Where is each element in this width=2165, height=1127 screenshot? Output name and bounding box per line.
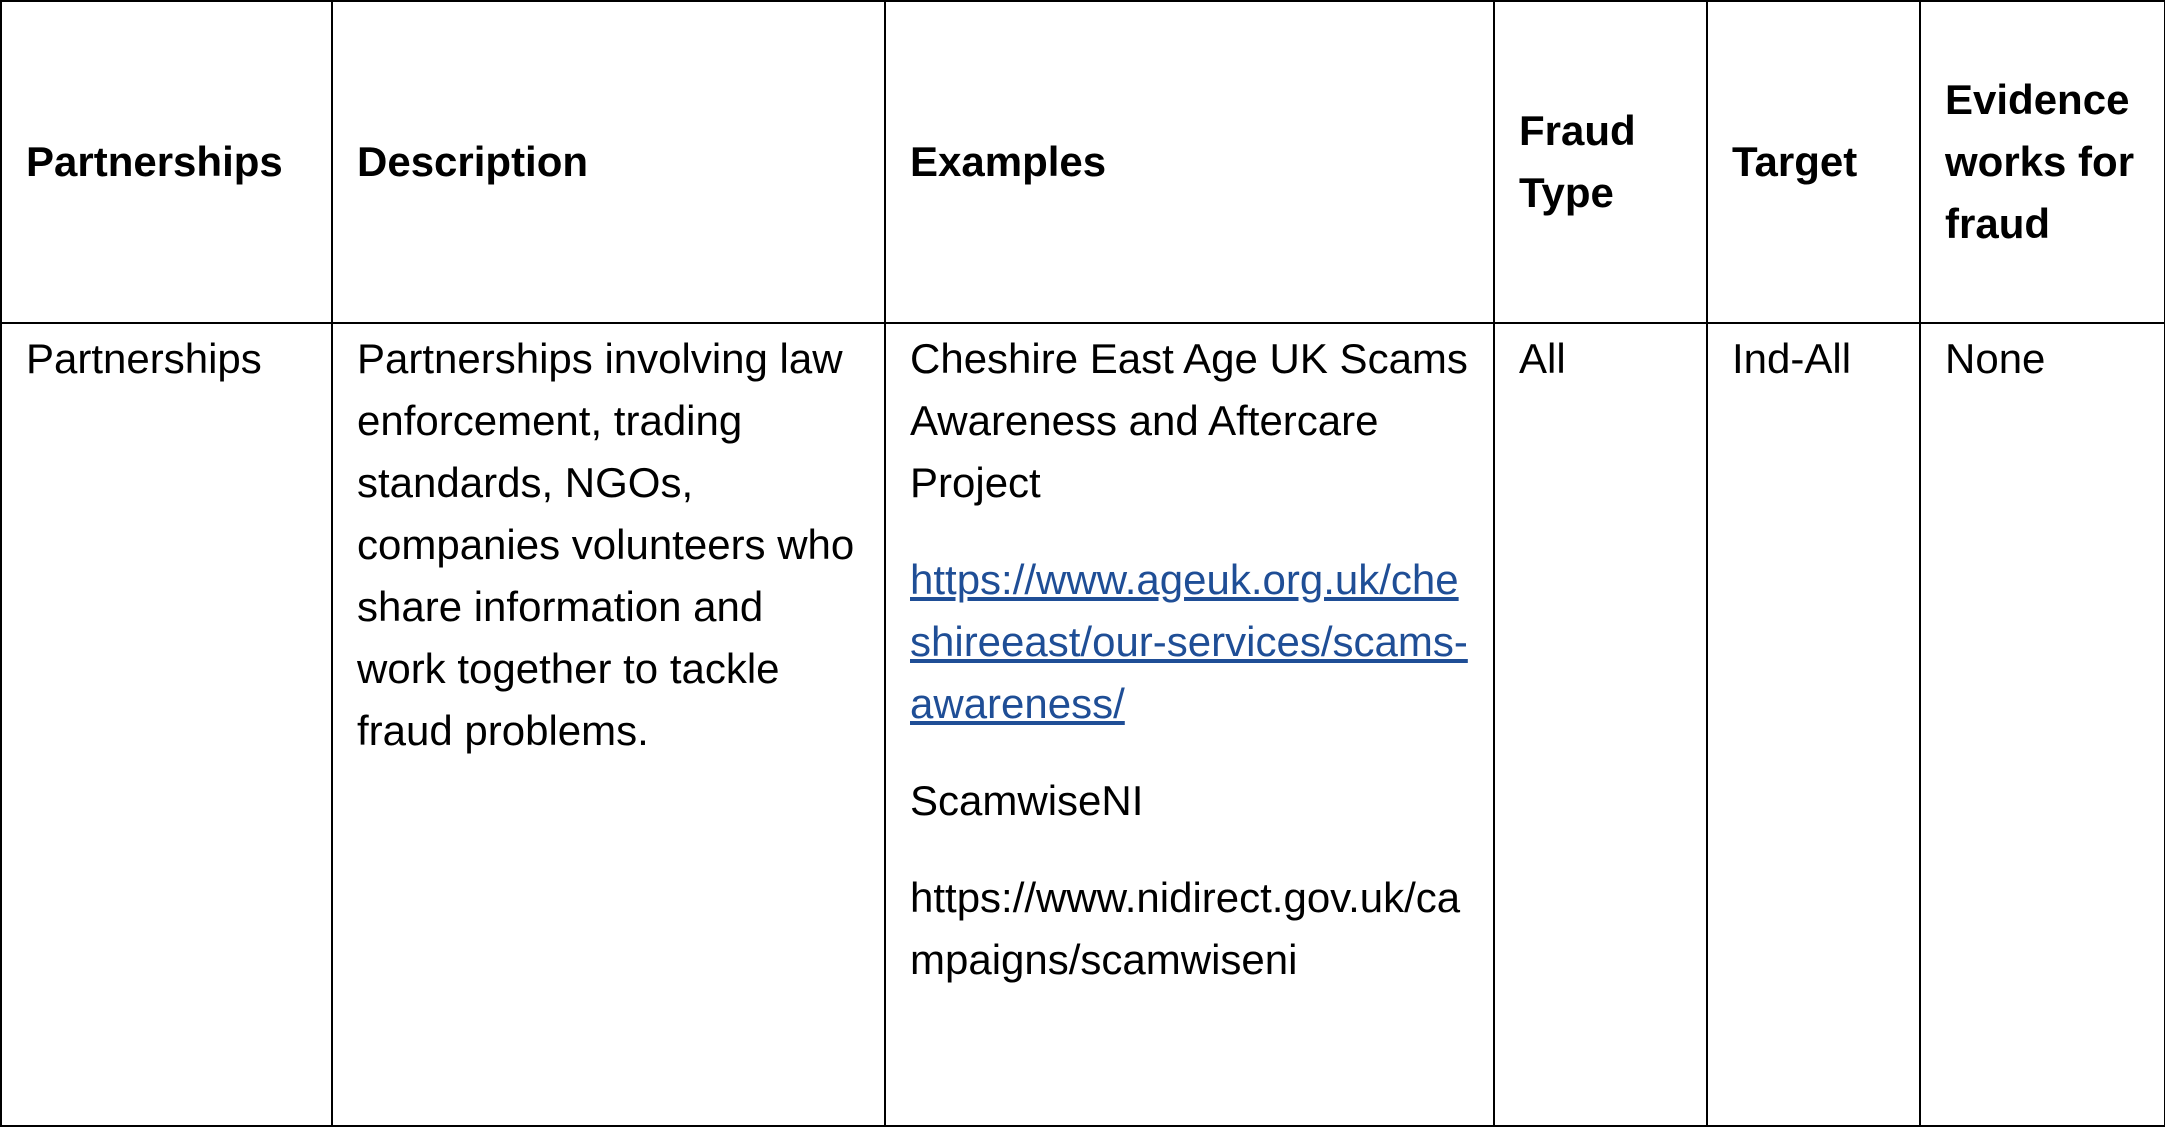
header-fraud-type: Fraud Type — [1494, 1, 1707, 323]
example-1-name: Cheshire East Age UK Scams Awareness and Aftercare Project — [910, 335, 1468, 506]
cell-fraud-type — [1494, 323, 1707, 1126]
header-row — [1, 1, 2165, 323]
cell-description — [332, 323, 885, 1126]
cell-evidence — [1920, 323, 2165, 1126]
example-2-name: ScamwiseNI — [910, 777, 1144, 824]
cell-examples — [885, 323, 1494, 1126]
target-value: Ind-All — [1732, 335, 1852, 382]
table-row — [1, 323, 2165, 1126]
partnerships-value: Partnerships — [26, 335, 262, 382]
cell-target — [1707, 323, 1920, 1126]
header-examples: Examples — [885, 1, 1494, 323]
description-value: Partnerships involving law enforcement, trading standards, NGOs, companies volunteers who share information and work together to tackle fraud problems. — [357, 335, 855, 754]
example-1-link[interactable]: https://www.ageuk.org.uk/cheshireeast/our-services/scams-awareness/ — [910, 556, 1468, 727]
header-partnerships: Partnerships — [1, 1, 332, 323]
header-evidence: Evidence works for fraud — [1920, 1, 2165, 323]
example-2-url: https://www.nidirect.gov.uk/campaigns/scamwiseni — [910, 874, 1461, 983]
header-description: Description — [332, 1, 885, 323]
evidence-value: None — [1945, 335, 2046, 382]
header-target: Target — [1707, 1, 1920, 323]
cell-partnerships — [1, 323, 332, 1126]
fraud-type-value: All — [1519, 335, 1566, 382]
